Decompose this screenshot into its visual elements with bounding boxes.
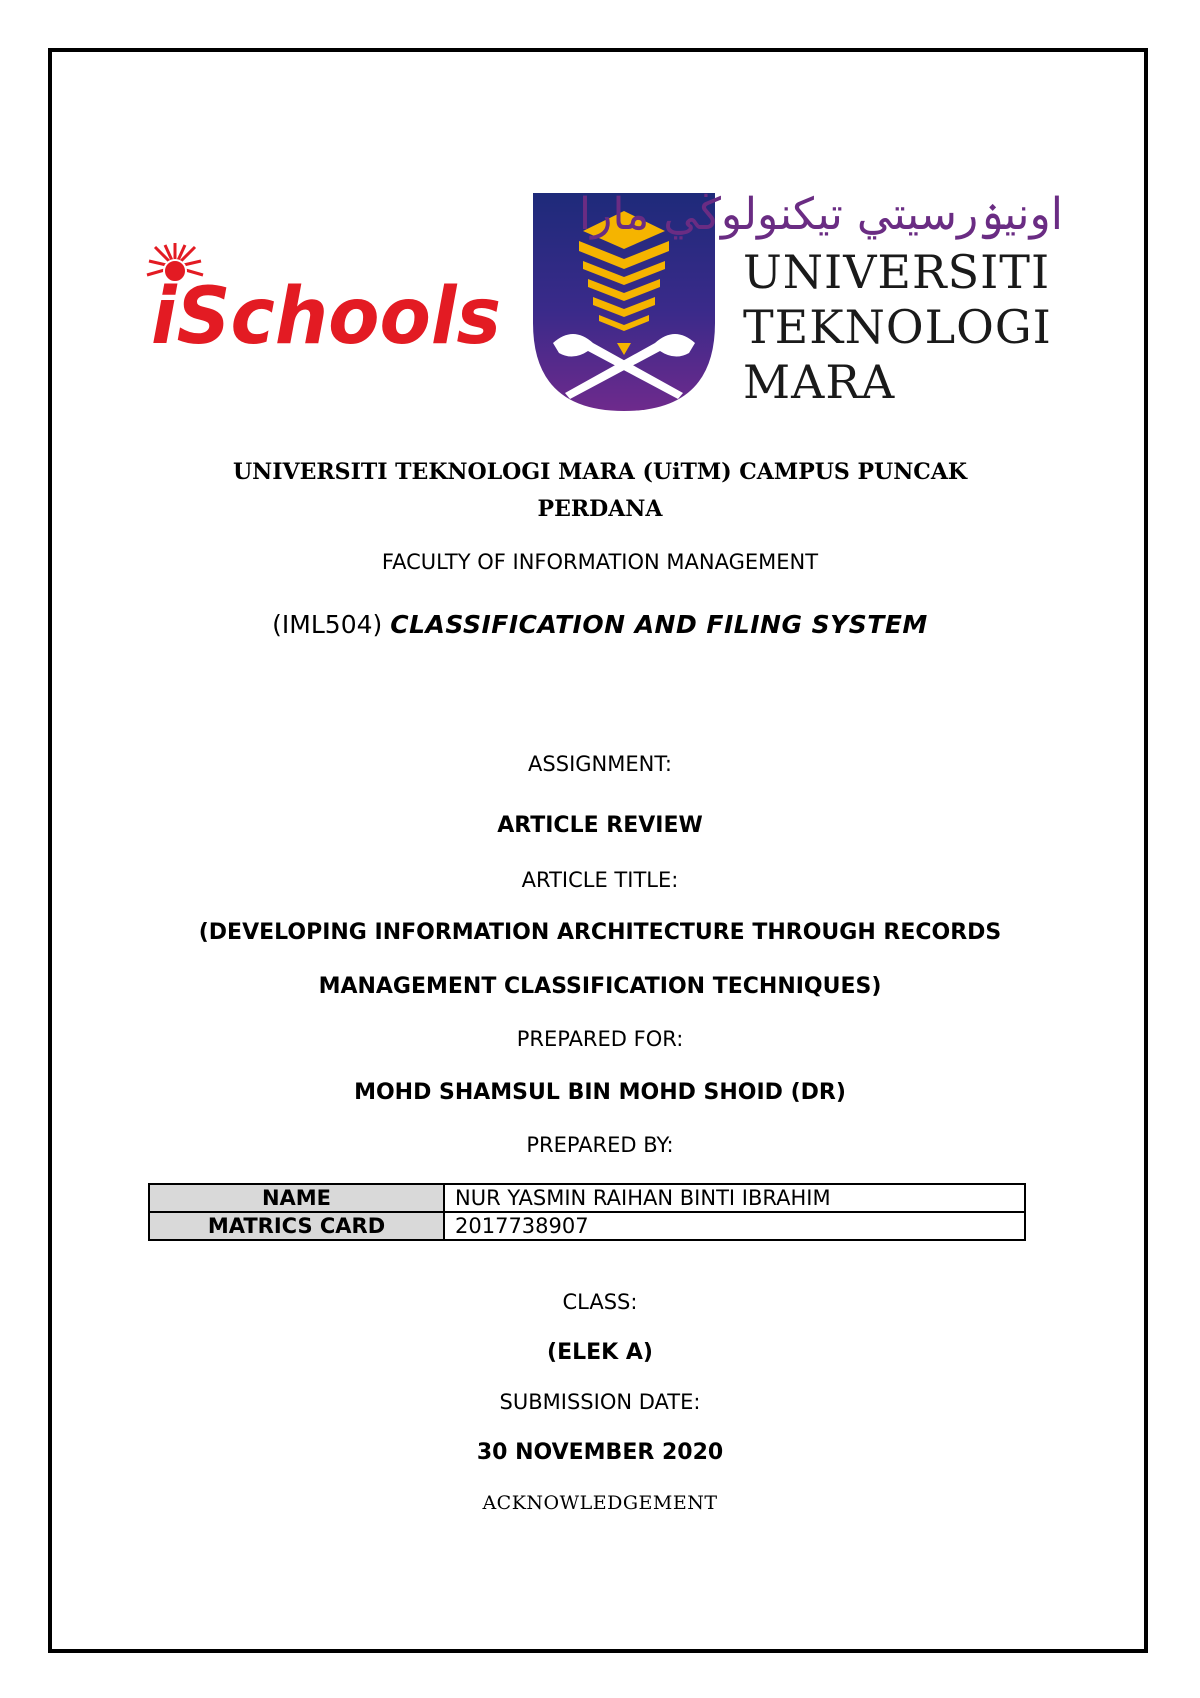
- name-label: NAME: [149, 1184, 444, 1212]
- faculty-name: FACULTY OF INFORMATION MANAGEMENT: [381, 550, 819, 574]
- uitm-word-mara: MARA: [743, 355, 896, 409]
- course-code: (IML504): [272, 610, 383, 639]
- course-title: [0, 610, 1200, 639]
- class-label: CLASS:: [562, 1290, 638, 1314]
- matrics-card-value: 2017738907: [444, 1212, 1025, 1240]
- article-title-line2: MANAGEMENT CLASSIFICATION TECHNIQUES): [318, 974, 882, 999]
- prepared-for-label: PREPARED FOR:: [516, 1027, 684, 1051]
- submission-date-label: SUBMISSION DATE:: [499, 1390, 701, 1414]
- uitm-word-universiti: UNIVERSITI: [743, 245, 1051, 299]
- table-row: [149, 1184, 1025, 1212]
- uitm-wordmark: [578, 185, 1073, 410]
- course-name: CLASSIFICATION AND FILING SYSTEM: [390, 610, 928, 639]
- article-title-line1: (DEVELOPING INFORMATION ARCHITECTURE THROUGH RECORDS: [198, 920, 1002, 945]
- article-title-label: ARTICLE TITLE:: [521, 868, 679, 892]
- matrics-card-label: MATRICS CARD: [149, 1212, 444, 1240]
- name-value: NUR YASMIN RAIHAN BINTI IBRAHIM: [444, 1184, 1025, 1212]
- logo-row: [0, 185, 1200, 410]
- assignment-value: ARTICLE REVIEW: [497, 813, 703, 838]
- prepared-by-label: PREPARED BY:: [526, 1133, 674, 1157]
- acknowledgement-heading: ACKNOWLEDGEMENT: [482, 1492, 718, 1514]
- class-value: (ELEK A): [547, 1340, 653, 1365]
- ischools-wordmark: iSchools: [151, 272, 501, 353]
- uitm-word-teknologi: TEKNOLOGI: [743, 300, 1052, 354]
- ischools-logo: [143, 243, 508, 353]
- assignment-label: ASSIGNMENT:: [528, 752, 672, 776]
- uitm-jawi-text: اونيۏرسيتي تيكنولوڬي مارا: [578, 189, 1063, 240]
- university-name-line2: PERDANA: [537, 496, 663, 522]
- table-row: [149, 1212, 1025, 1240]
- university-name-line1: UNIVERSITI TEKNOLOGI MARA (UiTM) CAMPUS PUNCAK: [232, 459, 968, 485]
- student-info-table: [148, 1183, 1026, 1241]
- prepared-for-value: MOHD SHAMSUL BIN MOHD SHOID (DR): [354, 1080, 846, 1105]
- submission-date-value: 30 NOVEMBER 2020: [476, 1440, 724, 1465]
